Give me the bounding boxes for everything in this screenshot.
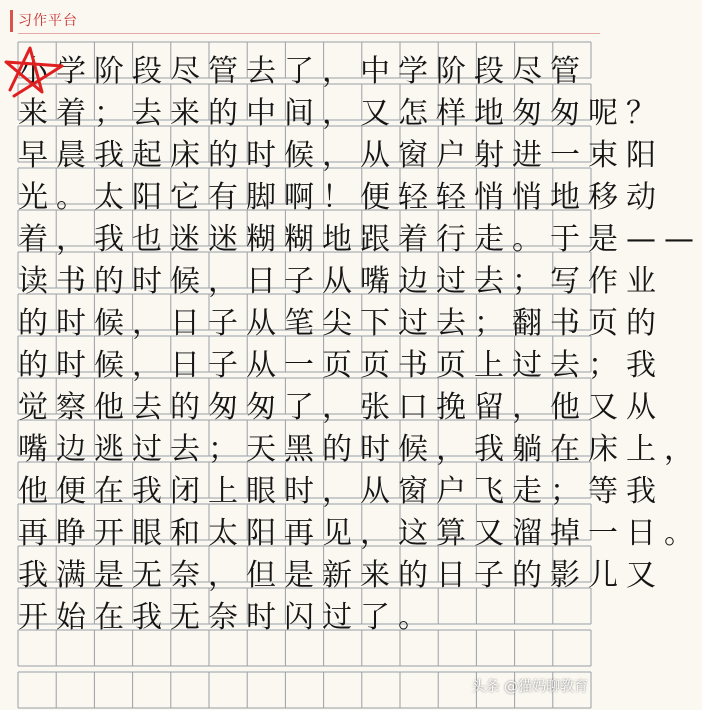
essay-line: 我满是无奈，但是新来的日子的影儿又 [18,558,664,593]
essay-line: 读书的时候，日子从嘴边过去；写作业 [18,264,664,299]
essay-line: 光。太阳它有脚啊！便轻轻悄悄地移动 [18,180,664,215]
essay-line: 嘴边逃过去；天黑的时候，我躺在床上， [18,432,702,467]
platform-header [0,0,600,40]
essay-line: 着，我也迷迷糊糊地跟着行走。于是—— [18,222,702,257]
header-accent-bar [10,10,13,32]
composition-paper [0,40,702,710]
source-watermark: 头条 @猫妈聊教育 [471,679,588,695]
essay-line: 来着；去来的中间，又怎样地匆匆呢？ [18,96,664,131]
essay-line: 开始在我无奈时闪过了。 [18,600,436,635]
essay-line: 小学阶段尽管去了，中学阶段尽管 [18,54,588,89]
essay-line: 的时候，日子从笔尖下过去；翻书页的 [18,306,664,341]
essay-line: 早晨我起床的时候，从窗户射进一束阳 [18,138,664,173]
essay-line: 再睁开眼和太阳再见，这算又溜掉一日。 [18,516,702,551]
essay-line: 觉察他去的匆匆了，张口挽留，他又从 [18,390,664,425]
teacher-signature-mark [0,40,70,100]
header-divider [18,33,600,34]
header-title: 习作平台 [18,13,78,29]
essay-line: 的时候，日子从一页页书页上过去；我 [18,348,664,383]
essay-line: 他便在我闭上眼时，从窗户飞走；等我 [18,474,664,509]
